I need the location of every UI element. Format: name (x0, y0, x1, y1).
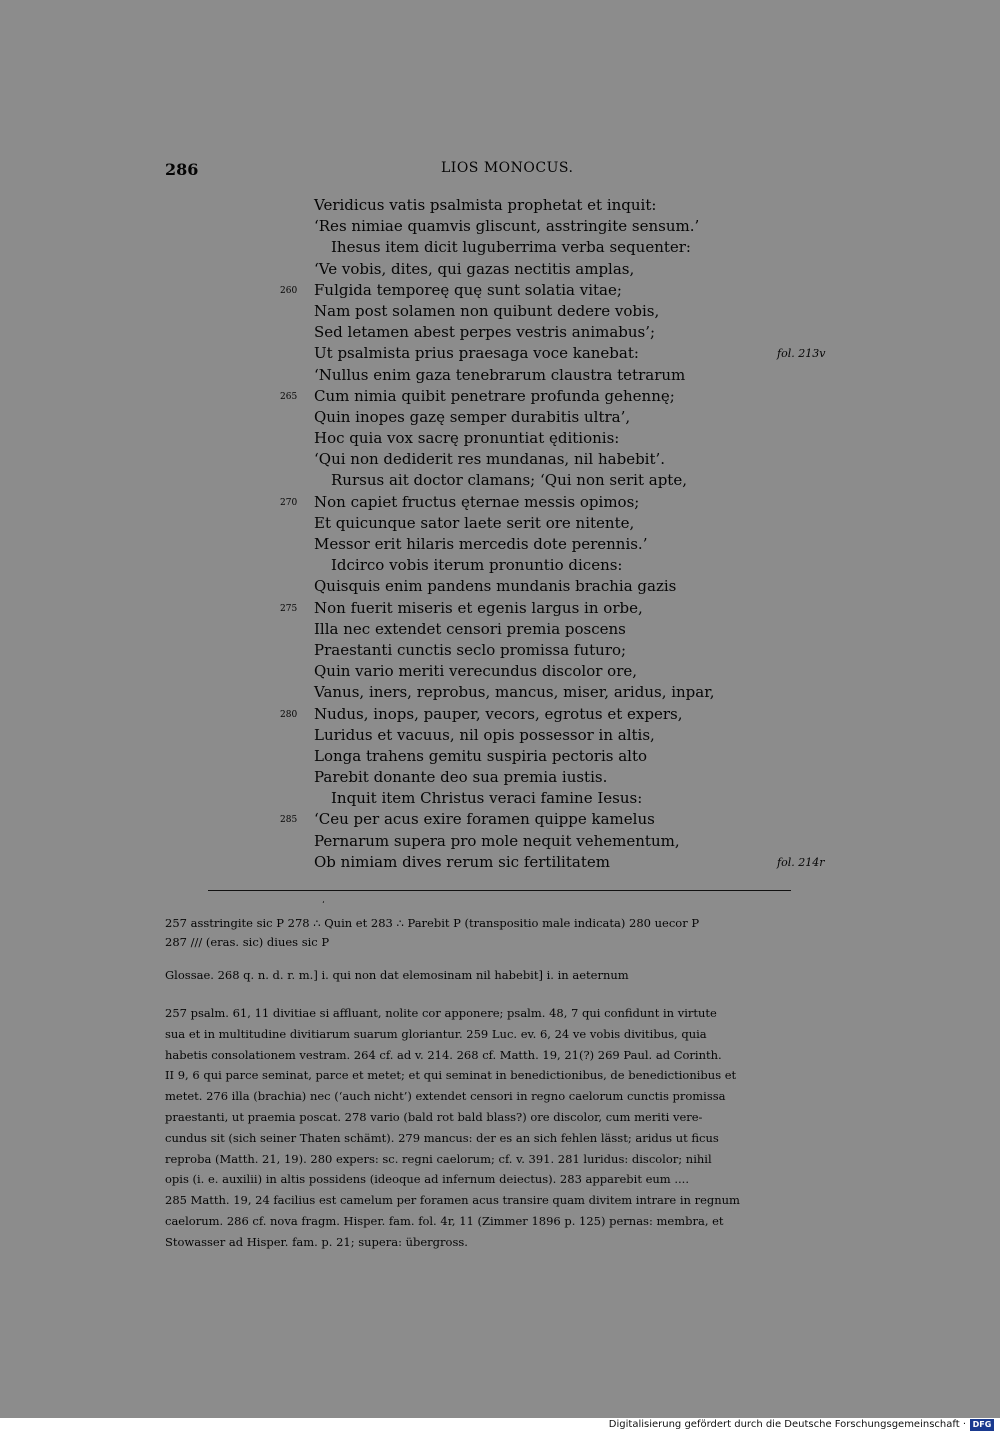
verse-text-line: Nudus, inops, pauper, vecors, egrotus et expers, (314, 704, 683, 723)
verse-line (0, 788, 1000, 809)
folio-marker: fol. 213v (777, 347, 826, 361)
running-title: LIOS MONOCUS. (441, 160, 574, 176)
verse-text-line: Rursus ait doctor clamans; ‘Qui non serit apte, (331, 471, 687, 490)
verse-line (0, 831, 1000, 852)
verse-text-line: Illa nec extendet censori premia poscens (314, 619, 626, 638)
note-line: metet. 276 illa (brachia) nec (‘auch nicht’) extendet censori in regno caelorum cunctis promissa (165, 1089, 726, 1104)
verse-line (0, 746, 1000, 767)
divider-mark: ‘ (322, 900, 325, 909)
verse-line (0, 365, 1000, 386)
verse-text-line: Pernarum supera pro mole nequit vehementum, (314, 831, 680, 850)
verse-line (0, 513, 1000, 534)
verse-line (0, 386, 1000, 407)
critical-apparatus (165, 914, 837, 952)
verse-text-line: Ob nimiam dives rerum sic fertilitatem (314, 852, 610, 871)
page-number: 286 (165, 160, 199, 179)
verse-line (0, 195, 1000, 216)
verse-line (0, 407, 1000, 428)
verse-text-line: Parebit donante deo sua premia iustis. (314, 768, 608, 787)
verse-line (0, 555, 1000, 576)
apparatus-line: 257 asstringite sic P 278 ∴ Quin et 283 ∴ Parebit P (transpositio male indicata) 280 uecor P (165, 916, 700, 930)
verse-line (0, 704, 1000, 725)
verse-line (0, 216, 1000, 237)
verse-line (0, 259, 1000, 280)
verse-text-line: Et quicunque sator laete serit ore nitente, (314, 513, 635, 532)
verse-text-line: Idcirco vobis iterum pronuntio dicens: (331, 556, 623, 575)
verse-line (0, 725, 1000, 746)
verse-line (0, 852, 1000, 873)
dfg-logo: DFG (970, 1419, 994, 1431)
verse-text-line: Quisquis enim pandens mundanis brachia gazis (314, 577, 677, 596)
verse-text-line: Praestanti cunctis seclo promissa futuro; (314, 640, 627, 659)
verse-line (0, 343, 1000, 364)
note-line: reproba (Matth. 21, 19). 280 expers: sc. regni caelorum; cf. v. 391. 281 luridus: discolor; nihil (165, 1151, 712, 1166)
line-number: 285 (280, 815, 298, 826)
folio-marker: fol. 214r (777, 855, 825, 869)
verse-text-line: Quin vario meriti verecundus discolor ore, (314, 662, 638, 681)
note-line: praestanti, ut praemia poscat. 278 vario (bald rot bald blass?) ore discolor, cum meriti vere- (165, 1109, 703, 1124)
verse-text-line: Non fuerit miseris et egenis largus in orbe, (314, 598, 643, 617)
footnote-divider (208, 890, 791, 891)
verse-line (0, 470, 1000, 491)
note-line: cundus sit (sich seiner Thaten schämt). 279 mancus: der es an sich fehlen lässt; aridus ut ficus (165, 1130, 719, 1145)
verse-text-line: Longa trahens gemitu suspiria pectoris alto (314, 746, 648, 765)
apparatus-line: 287 /// (eras. sic) diues sic P (165, 935, 330, 949)
verse-line (0, 322, 1000, 343)
verse-text-line: Messor erit hilaris mercedis dote perennis.’ (314, 535, 648, 553)
verse-line (0, 449, 1000, 470)
verse-text-line: Sed letamen abest perpes vestris animabus’; (314, 323, 656, 342)
note-line: 257 psalm. 61, 11 divitiae si affluant, nolite cor apponere; psalm. 48, 7 qui confidunt in virtute (165, 1006, 717, 1020)
line-number: 265 (280, 391, 298, 402)
note-line: sua et in multitudine divitiarum suarum gloriantur. 259 Luc. ev. 6, 24 ve vobis divitibus, quia (165, 1026, 707, 1041)
verse-line (0, 534, 1000, 555)
verse-line (0, 237, 1000, 258)
verse-line (0, 598, 1000, 619)
line-number: 275 (280, 603, 298, 614)
verse-line (0, 301, 1000, 322)
verse-line (0, 661, 1000, 682)
verse-line (0, 619, 1000, 640)
verse-text-line: ‘Qui non dediderit res mundanas, nil habebit’. (314, 450, 666, 469)
note-line: Stowasser ad Hisper. fam. p. 21; supera: übergross. (165, 1234, 468, 1249)
verse-text-line: Ut psalmista prius praesaga voce kanebat: (314, 344, 639, 363)
footer-bar (0, 1418, 1000, 1434)
verse-text-line: ‘Ceu per acus exire foramen quippe kamelus (314, 810, 655, 829)
line-number: 280 (280, 709, 298, 720)
verse-text-line: Hoc quia vox sacrę pronuntiat ęditionis: (314, 429, 620, 448)
line-number: 260 (280, 285, 298, 296)
verse-text-line: Inquit item Christus veraci famine Iesus: (331, 789, 643, 808)
verse-text-line: Ihesus item dicit luguberrima verba sequenter: (331, 238, 691, 257)
note-line: 285 Matth. 19, 24 facilius est camelum per foramen acus transire quam divitem intrare in regnum (165, 1193, 740, 1208)
line-number: 270 (280, 497, 298, 508)
verse-text-line: Quin inopes gazę semper durabitis ultra’, (314, 407, 631, 426)
verse-text (0, 195, 1000, 873)
verse-text-line: Non capiet fructus ęternae messis opimos; (314, 492, 640, 511)
verse-line (0, 280, 1000, 301)
note-line: II 9, 6 qui parce seminat, parce et metet; et qui seminat in benedictionibus, de benedictionibus et (165, 1068, 737, 1083)
verse-line (0, 809, 1000, 830)
verse-text-line: Nam post solamen non quibunt dedere vobis, (314, 301, 660, 320)
note-line: habetis consolationem vestram. 264 cf. ad v. 214. 268 cf. Matth. 19, 21(?) 269 Paul. ad Corinth. (165, 1047, 722, 1062)
verse-line (0, 640, 1000, 661)
verse-text-line: ‘Ve vobis, dites, qui gazas nectitis amplas, (314, 259, 635, 278)
funding-notice: Digitalisierung gefördert durch die Deutsche Forschungsgemeinschaft · (608, 1419, 966, 1430)
verse-line (0, 576, 1000, 597)
verse-text-line: Fulgida temporeę quę sunt solatia vitae; (314, 280, 622, 299)
note-line: caelorum. 286 cf. nova fragm. Hisper. fam. fol. 4r, 11 (Zimmer 1896 p. 125) pernas: membra, et (165, 1213, 724, 1228)
glossae: Glossae. 268 q. n. d. r. m.] i. qui non dat elemosinam nil habebit] i. in aeternum (165, 968, 629, 982)
verse-line (0, 428, 1000, 449)
verse-text-line: Luridus et vacuus, nil opis possessor in altis, (314, 725, 655, 744)
verse-text-line: ‘Res nimiae quamvis gliscunt, asstringite sensum.’ (314, 217, 700, 236)
verse-line (0, 682, 1000, 703)
note-line: opis (i. e. auxilii) in altis possidens (ideoque ad infernum deiectus). 283 apparebit eum .... (165, 1172, 689, 1187)
verse-text-line: Cum nimia quibit penetrare profunda gehennę; (314, 386, 675, 405)
commentary-notes (165, 1003, 837, 1253)
verse-line (0, 492, 1000, 513)
verse-text-line: ‘Nullus enim gaza tenebrarum claustra tetrarum (314, 365, 686, 384)
verse-text-line: Veridicus vatis psalmista prophetat et inquit: (314, 196, 657, 214)
verse-line (0, 767, 1000, 788)
verse-text-line: Vanus, iners, reprobus, mancus, miser, aridus, inpar, (314, 683, 715, 702)
